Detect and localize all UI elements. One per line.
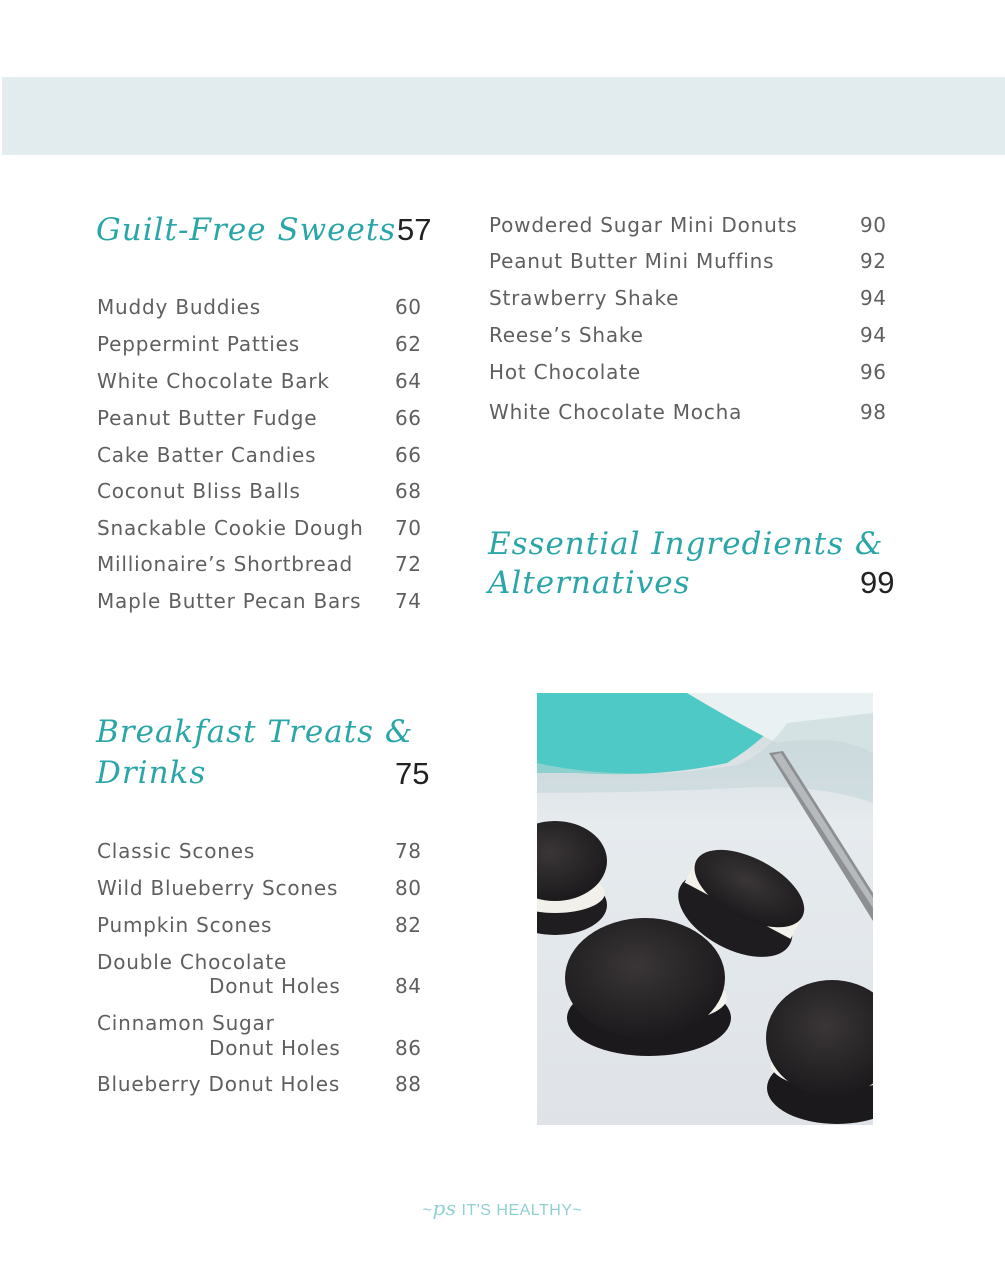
section-page-essentials: 99 [860,565,895,600]
toc-entry[interactable]: Cake Batter Candies [97,443,317,467]
toc-entry[interactable]: Classic Scones [97,839,256,863]
toc-entry[interactable]: Peanut Butter Fudge [97,406,318,430]
toc-page: 84 [395,974,422,998]
toc-entry[interactable]: White Chocolate Mocha [489,400,743,424]
toc-page: 68 [395,479,422,503]
toc-page: 74 [395,589,422,613]
toc-entry-continuation[interactable]: Donut Holes [209,974,341,998]
header-banner [2,77,1005,155]
toc-entry[interactable]: Reese’s Shake [489,323,644,347]
toc-page: 72 [395,552,422,576]
toc-page: 62 [395,332,422,356]
toc-entry[interactable]: Coconut Bliss Balls [97,479,301,503]
toc-page: 86 [395,1036,422,1060]
toc-entry[interactable]: Blueberry Donut Holes [97,1072,341,1096]
toc-entry[interactable]: Maple Butter Pecan Bars [97,589,362,613]
toc-page: 94 [860,323,887,347]
toc-entry[interactable]: White Chocolate Bark [97,369,330,393]
section-title-sweets: Guilt-Free Sweets [96,212,397,248]
toc-page: 64 [395,369,422,393]
section-title-essentials-line2: Alternatives [488,565,691,601]
toc-entry[interactable]: Muddy Buddies [97,295,261,319]
toc-entry[interactable]: Hot Chocolate [489,360,641,384]
footer-brand: ~ps IT'S HEALTHY~ [422,1196,583,1220]
toc-page: 90 [860,213,887,237]
toc-page: 98 [860,400,887,424]
toc-page: 60 [395,295,422,319]
toc-page: 82 [395,913,422,937]
toc-page: 88 [395,1072,422,1096]
brand-text: IT'S HEALTHY [461,1202,573,1219]
toc-page: 78 [395,839,422,863]
toc-page: 66 [395,443,422,467]
toc-entry[interactable]: Strawberry Shake [489,286,680,310]
toc-entry-continuation[interactable]: Donut Holes [209,1036,341,1060]
toc-page: 92 [860,249,887,273]
section-page-sweets: 57 [397,212,432,247]
toc-page: 94 [860,286,887,310]
toc-page: 96 [860,360,887,384]
toc-entry[interactable]: Pumpkin Scones [97,913,273,937]
section-page-breakfast: 75 [395,756,430,791]
section-title-breakfast-line2: Drinks [96,755,207,791]
toc-entry[interactable]: Peppermint Patties [97,332,300,356]
brand-logo: ps [432,1196,457,1220]
toc-entry[interactable]: Millionaire’s Shortbread [97,552,354,576]
cookies-photo [537,693,873,1125]
toc-page: 70 [395,516,422,540]
section-title-essentials-line1: Essential Ingredients & [488,526,884,562]
toc-entry[interactable]: Double Chocolate [97,950,288,974]
toc-page: 80 [395,876,422,900]
toc-entry[interactable]: Peanut Butter Mini Muffins [489,249,775,273]
toc-page: 66 [395,406,422,430]
section-title-breakfast-line1: Breakfast Treats & [96,714,414,750]
toc-entry[interactable]: Powdered Sugar Mini Donuts [489,213,798,237]
toc-entry[interactable]: Wild Blueberry Scones [97,876,339,900]
toc-entry[interactable]: Cinnamon Sugar [97,1011,275,1035]
toc-entry[interactable]: Snackable Cookie Dough [97,516,364,540]
